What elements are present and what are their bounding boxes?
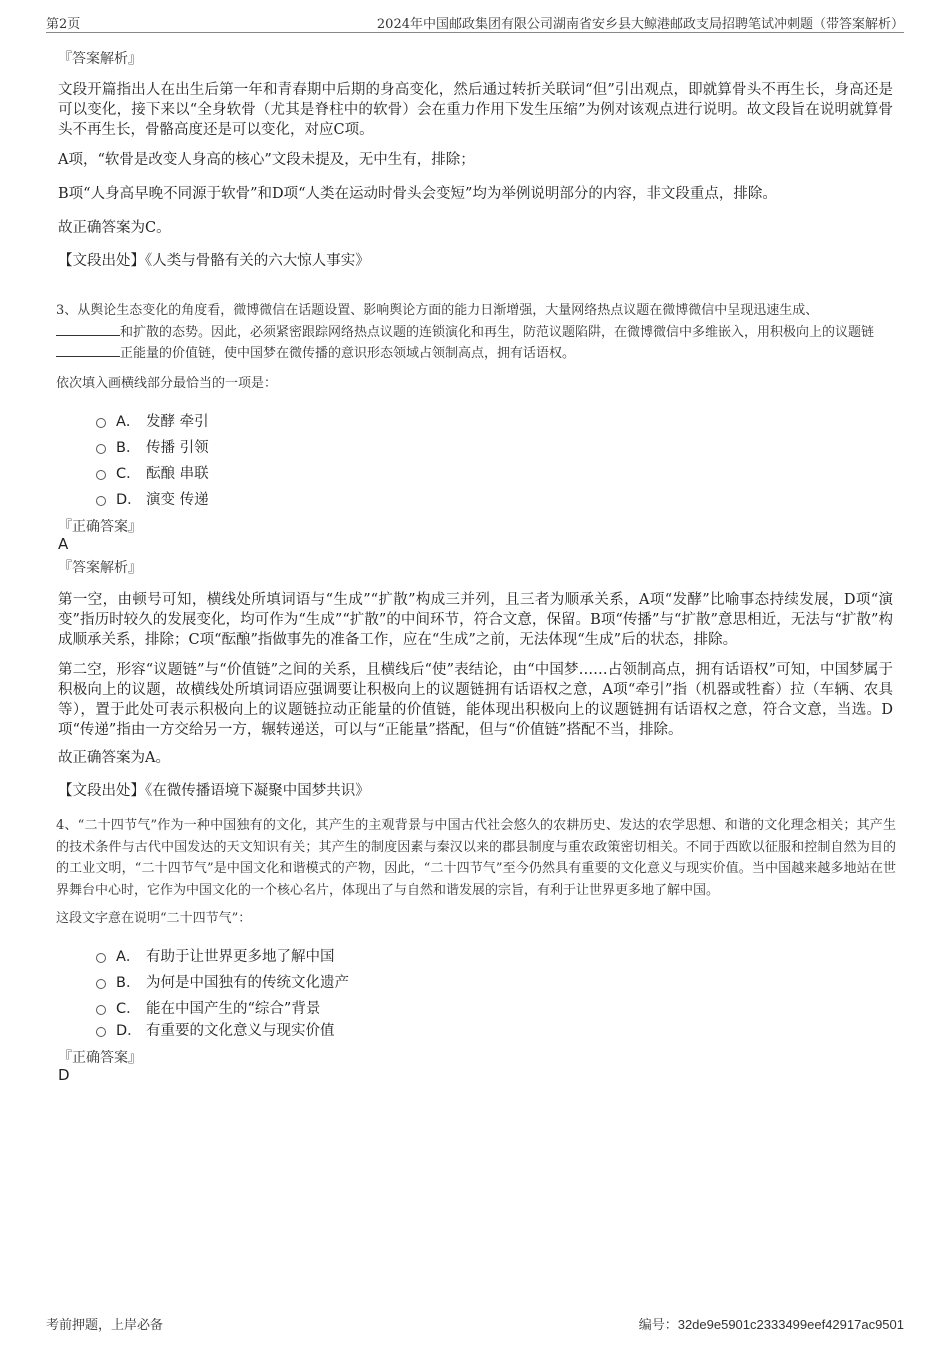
q3-source: 【文段出处】《在微传播语境下凝聚中国梦共识》: [58, 783, 370, 799]
q4-option-d[interactable]: D． 有重要的文化意义与现实价值: [96, 1019, 335, 1040]
q4-correct-answer: D: [58, 1066, 70, 1084]
q3-stem: [56, 300, 896, 365]
radio-icon[interactable]: [96, 1005, 106, 1015]
q3-option-a[interactable]: A． 发酵 牵引: [96, 410, 209, 431]
blank-line: [56, 323, 120, 336]
radio-icon[interactable]: [96, 953, 106, 963]
q3-prompt: 依次填入画横线部分最恰当的一项是：: [56, 376, 278, 391]
q4-option-c[interactable]: C． 能在中国产生的“综合”背景: [96, 997, 320, 1018]
radio-icon[interactable]: [96, 1027, 106, 1037]
header-divider: [46, 32, 904, 33]
q3-correct-answer: A: [58, 535, 69, 553]
q2-analysis-paragraph-1: 文段开篇指出人在出生后第一年和青春期中后期的身高变化，然后通过转折关联词“但”引出观点，即就算骨头不再生长，身高还是可以变化，接下来以“全身软骨（尤其是脊柱中的软骨）会在重力作用下发生压缩”为例对该观点进行说明。故文段旨在说明就算骨头不再生长，骨骼高度还是可以变化，对应C项。: [58, 82, 893, 138]
q2-analysis-label: 『答案解析』: [58, 51, 142, 67]
q3-analysis-paragraph-2: 第二空，形容“议题链”与“价值链”之间的关系，且横线后“使”表结论，由“中国梦……占领制高点，拥有话语权”可知，中国梦属于积极向上的议题，故横线处所填词语应强调要让积极向上的议题链拥有话语权之意，A项“牵引”指（机器或牲畜）拉（车辆、农具等），置于此处可表示积极向上的议题链拉动正能量的价值链，能体现出积极向上的议题链拥有话语权之意，符合文意，当选。D项“传递”指由一方交给另一方，辗转递送，可以与“正能量”搭配，但与“价值链”搭配不当，排除。: [58, 662, 893, 738]
q3-option-b[interactable]: B． 传播 引领: [96, 436, 209, 457]
document-id-label: 编号：: [638, 1318, 678, 1333]
radio-icon[interactable]: [96, 979, 106, 989]
document-id-value: 32de9e5901c2333499eef42917ac9501: [677, 1317, 904, 1332]
document-id: [639, 1314, 904, 1333]
q3-stem-line-3: 正能量的价值链，使中国梦在微传播的意识形态领域占领制高点，拥有话语权。: [120, 346, 576, 361]
q4-prompt: 这段文字意在说明“二十四节气”：: [56, 911, 252, 926]
footer-slogan: 考前押题，上岸必备: [46, 1318, 164, 1333]
q4-option-a[interactable]: A． 有助于让世界更多地了解中国: [96, 945, 335, 966]
radio-icon[interactable]: [96, 470, 106, 480]
radio-icon[interactable]: [96, 496, 106, 506]
q3-correct-label: 『正确答案』: [58, 519, 142, 535]
q2-analysis-paragraph-2: A项，“软骨是改变人身高的核心”文段未提及，无中生有，排除；: [58, 152, 475, 168]
q4-option-b[interactable]: B． 为何是中国独有的传统文化遗产: [96, 971, 349, 992]
q3-analysis-paragraph-3: 故正确答案为A。: [58, 750, 170, 766]
q3-option-d[interactable]: D． 演变 传递: [96, 488, 209, 509]
q3-option-c[interactable]: C． 酝酿 串联: [96, 462, 209, 483]
q3-stem-line-1: 3、从舆论生态变化的角度看，微博微信在话题设置、影响舆论方面的能力日渐增强，大量网络热点议题在微博微信中呈现迅速生成、: [56, 303, 819, 318]
q3-analysis-label: 『答案解析』: [58, 560, 142, 576]
q3-analysis-paragraph-1: 第一空，由顿号可知，横线处所填词语与“生成”“扩散”构成三并列，且三者为顺承关系，A项“发酵”比喻事态持续发展，D项“演变”指历时较久的发展变化，均可作为“生成”“扩散”的中间环节，符合文意，保留。B项“传播”与“扩散”意思相近，无法与“扩散”构成顺承关系，排除；C项“酝酿”指做事先的准备工作，应在“生成”之前，无法体现“生成”后的状态，排除。: [58, 592, 893, 648]
q4-correct-label: 『正确答案』: [58, 1050, 142, 1066]
radio-icon[interactable]: [96, 418, 106, 428]
blank-line: [56, 344, 120, 357]
q2-analysis-paragraph-3: B项“人身高早晚不同源于软骨”和D项“人类在运动时骨头会变短”均为举例说明部分的内容，非文段重点，排除。: [58, 186, 777, 202]
q4-stem: 4、“二十四节气”作为一种中国独有的文化，其产生的主观背景与中国古代社会悠久的农耕历史、发达的农学思想、和谐的文化理念相关；其产生的技术条件与古代中国发达的天文知识有关；其产生的制度因素与秦汉以来的郡县制度与重农政策密切相关。不同于西欧以征服和控制自然为目的的工业文明，“二十四节气”是中国文化和谐模式的产物，因此，“二十四节气”至今仍然具有重要的文化意义与现实价值。当中国越来越多地站在世界舞台中心时，它作为中国文化的一个核心名片，体现出了与自然和谐发展的宗旨，有利于让世界更多地了解中国。: [56, 818, 896, 898]
page-number: 第2页: [46, 17, 81, 32]
q3-stem-line-2: 和扩散的态势。因此，必须紧密跟踪网络热点议题的连锁演化和再生，防范议题陷阱，在微博微信中多维嵌入，用积极向上的议题链: [120, 324, 875, 340]
document-title: 2024年中国邮政集团有限公司湖南省安乡县大鲸港邮政支局招聘笔试冲刺题（带答案解析）: [376, 17, 904, 32]
q2-source: 【文段出处】《人类与骨骼有关的六大惊人事实》: [58, 253, 370, 269]
q2-analysis-paragraph-4: 故正确答案为C。: [58, 220, 171, 236]
radio-icon[interactable]: [96, 444, 106, 454]
